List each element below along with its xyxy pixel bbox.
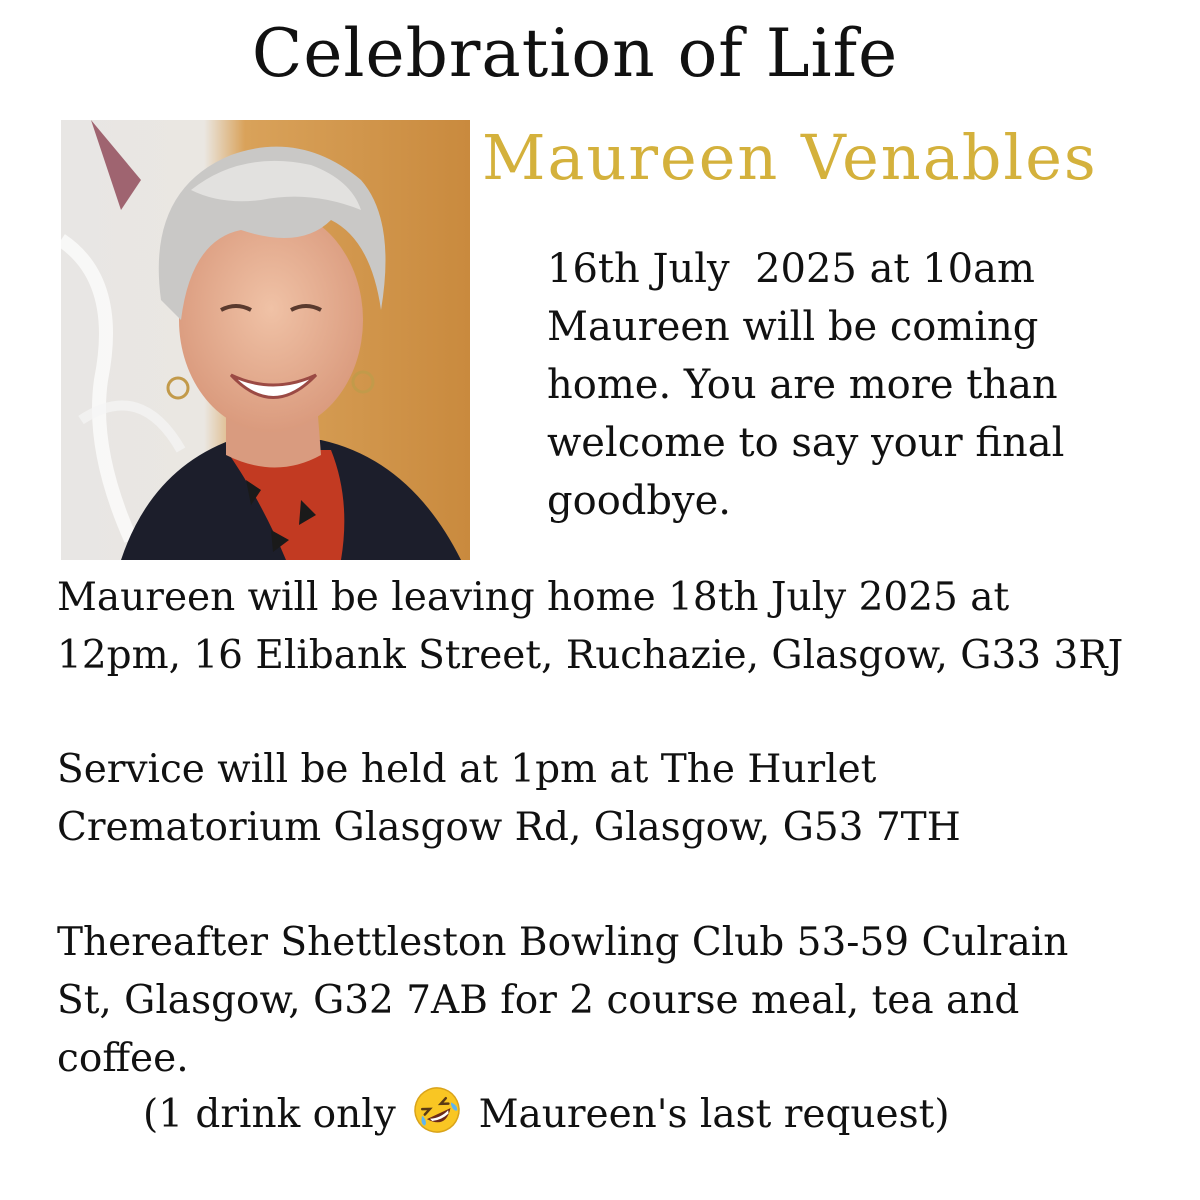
service-line: Crematorium Glasgow Rd, Glasgow, G53 7TH bbox=[57, 805, 961, 850]
intro-line: welcome to say your final bbox=[547, 420, 1065, 466]
note-text-after: Maureen's last request) bbox=[478, 1092, 950, 1137]
portrait-photo bbox=[61, 120, 470, 560]
note-text-before: (1 drink only bbox=[143, 1092, 396, 1137]
intro-line: Maureen will be coming bbox=[547, 304, 1039, 350]
intro-line: home. You are more than bbox=[547, 362, 1058, 408]
service-details bbox=[57, 741, 1177, 857]
last-request-note bbox=[143, 1085, 950, 1144]
page-title: Celebration of Life bbox=[251, 15, 899, 92]
deceased-name: Maureen Venables bbox=[482, 121, 1098, 194]
intro-line: 16th July 2025 at 10am bbox=[547, 246, 1035, 292]
service-line: Service will be held at 1pm at The Hurlet bbox=[57, 747, 877, 792]
rolling-on-the-floor-laughing-icon bbox=[412, 1085, 462, 1135]
departure-line: 12pm, 16 Elibank Street, Ruchazie, Glasgow, G33 3RJ bbox=[57, 633, 1124, 678]
reception-line: St, Glasgow, G32 7AB for 2 course meal, tea and bbox=[57, 978, 1020, 1023]
reception-details bbox=[57, 914, 1177, 1088]
intro-line: goodbye. bbox=[547, 478, 731, 524]
departure-line: Maureen will be leaving home 18th July 2025 at bbox=[57, 575, 1010, 620]
viewing-details bbox=[547, 240, 1167, 530]
reception-line: Thereafter Shettleston Bowling Club 53-59 Culrain bbox=[57, 920, 1069, 965]
departure-details bbox=[57, 569, 1177, 685]
reception-line: coffee. bbox=[57, 1036, 189, 1081]
